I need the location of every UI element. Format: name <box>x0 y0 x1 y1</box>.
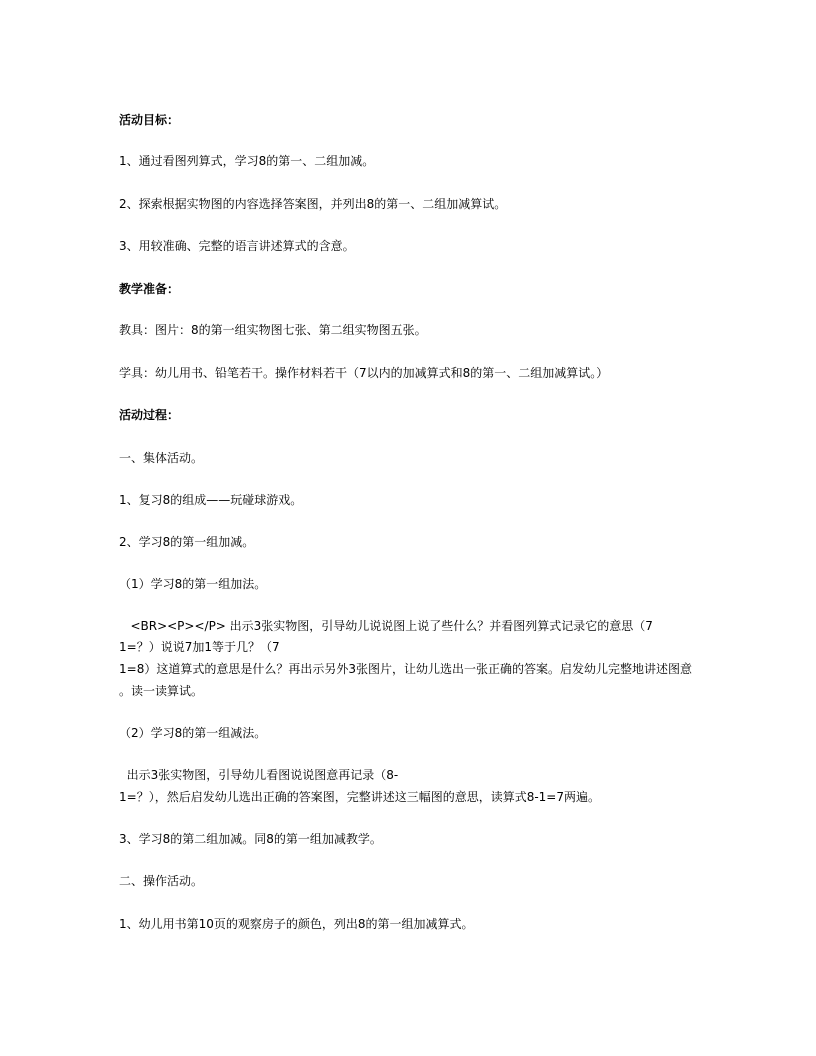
learning-aids: 学具：幼儿用书、铅笔若干。操作材料若干（7以内的加减算式和8的第一、二组加减算试。） <box>119 366 609 380</box>
substep-subtraction: （2）学习8的第一组减法。 <box>119 726 267 740</box>
heading-activity-process: 活动过程： <box>119 408 180 422</box>
section-operation-activity: 二、操作活动。 <box>119 874 204 888</box>
step-learn-first-group: 2、学习8的第一组加减。 <box>119 535 255 549</box>
substep-addition: （1）学习8的第一组加法。 <box>119 577 267 591</box>
goal-item-3: 3、用较准确、完整的语言讲述算式的含意。 <box>119 239 355 253</box>
goal-item-2: 2、探索根据实物图的内容选择答案图，并列出8的第一、二组加减算试。 <box>119 197 507 211</box>
subtraction-paragraph-line-1: 出示3张实物图，引导幼儿看图说说图意再记录（8- <box>119 768 399 782</box>
heading-teaching-preparation: 教学准备： <box>119 282 180 296</box>
goal-item-1: 1、通过看图列算式，学习8的第一、二组加减。 <box>119 154 375 168</box>
addition-paragraph-line-1: <BR><P></P> 出示3张实物图，引导幼儿说说图上说了些什么？并看图列算式记录它的意思（7 <box>119 619 653 633</box>
operation-step-1: 1、幼儿用书第10页的观察房子的颜色，列出8的第一组加减算式。 <box>119 917 474 931</box>
addition-paragraph-line-4: 。读一读算试。 <box>119 684 204 698</box>
step-review-composition: 1、复习8的组成——玩碰球游戏。 <box>119 493 303 507</box>
teaching-aids: 教具：图片：8的第一组实物图七张、第二组实物图五张。 <box>119 323 427 337</box>
heading-activity-goals: 活动目标： <box>119 113 180 127</box>
subtraction-paragraph-line-2: 1=？），然后启发幼儿选出正确的答案图，完整讲述这三幅图的意思，读算式8-1=7两遍。 <box>119 790 600 804</box>
step-learn-second-group: 3、学习8的第二组加减。同8的第一组加减教学。 <box>119 832 382 846</box>
addition-paragraph-line-3: 1=8）这道算式的意思是什么？再出示另外3张图片，让幼儿选出一张正确的答案。启发幼儿完整地讲述图意 <box>119 662 692 676</box>
section-group-activity: 一、集体活动。 <box>119 451 204 465</box>
addition-paragraph-line-2: 1=？）说说7加1等于几？（7 <box>119 640 280 654</box>
